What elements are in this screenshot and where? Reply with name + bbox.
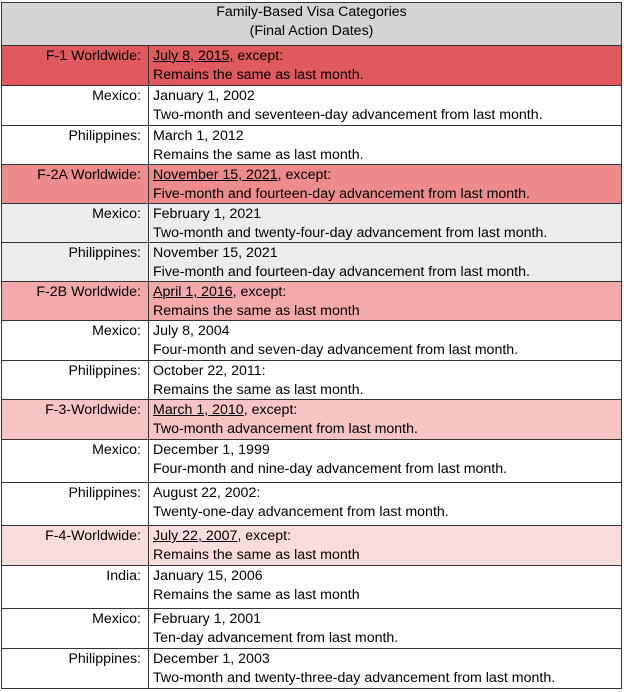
final-action-date: January 15, 2006: [153, 568, 263, 584]
row-label: Mexico:: [2, 204, 149, 243]
row-f4-mexico: [2, 609, 622, 649]
row-info: [149, 165, 622, 204]
row-f4-worldwide: [2, 526, 622, 566]
final-action-date: October 22, 2011:: [153, 363, 266, 379]
advancement-note: Remains the same as last month.: [153, 66, 364, 83]
final-action-date: July 8, 2015,: [153, 48, 234, 64]
row-label: Philippines:: [2, 361, 149, 400]
row-label: F-4-Worldwide:: [2, 526, 149, 566]
advancement-note: Remains the same as last month: [153, 586, 360, 603]
date-suffix: , except:: [243, 402, 298, 418]
final-action-date: November 15, 2021: [153, 167, 278, 183]
row-label: Philippines:: [2, 243, 149, 282]
row-f2b-philippines: [2, 361, 622, 400]
advancement-note: Five-month and fourteen-day advancement from last month.: [153, 263, 530, 280]
final-action-date: March 1, 2012: [153, 128, 244, 144]
row-info: [149, 483, 622, 526]
row-info: [149, 400, 622, 440]
row-info: [149, 204, 622, 243]
advancement-note: Ten-day advancement from last month.: [153, 629, 399, 646]
advancement-note: Two-month and seventeen-day advancement from last month.: [153, 106, 543, 123]
row-label: Mexico:: [2, 609, 149, 649]
row-info: [149, 361, 622, 400]
row-label: Philippines:: [2, 126, 149, 165]
table-header-row: [2, 3, 622, 46]
row-info: [149, 46, 622, 86]
date-suffix: , except:: [232, 284, 287, 300]
advancement-note: Remains the same as last month: [153, 302, 360, 319]
row-f2b-worldwide: [2, 282, 622, 321]
final-action-date: April 1, 2016: [153, 284, 233, 300]
final-action-date: August 22, 2002:: [153, 485, 261, 501]
advancement-note: Two-month advancement from last month.: [153, 420, 418, 437]
final-action-date: February 1, 2001: [153, 611, 262, 627]
row-label: F-2B Worldwide:: [2, 282, 149, 321]
row-info: [149, 321, 622, 361]
advancement-note: Two-month and twenty-three-day advancement from last month.: [153, 669, 556, 686]
title-line-2: (Final Action Dates): [249, 22, 374, 39]
row-label: Mexico:: [2, 321, 149, 361]
advancement-note: Remains the same as last month.: [153, 146, 364, 163]
row-info: [149, 126, 622, 165]
final-action-date: November 15, 2021: [153, 245, 278, 261]
row-f1-philippines: [2, 126, 622, 165]
advancement-note: Four-month and nine-day advancement from last month.: [153, 460, 508, 477]
row-f2b-mexico: [2, 321, 622, 361]
row-label: F-3-Worldwide:: [2, 400, 149, 440]
row-f3-philippines: [2, 483, 622, 526]
title-line-1: Family-Based Visa Categories: [216, 4, 407, 20]
row-f4-philippines: [2, 649, 622, 689]
final-action-date: July 22, 2007: [153, 528, 238, 544]
row-info: [149, 243, 622, 282]
advancement-note: Five-month and fourteen-day advancement from last month.: [153, 185, 530, 202]
advancement-note: Remains the same as last month: [153, 546, 360, 563]
final-action-date: March 1, 2010: [153, 402, 244, 418]
date-suffix: , except:: [237, 528, 292, 544]
row-label: Mexico:: [2, 86, 149, 126]
row-f2a-mexico: [2, 204, 622, 243]
advancement-note: Four-month and seven-day advancement from last month.: [153, 341, 519, 358]
row-f2a-worldwide: [2, 165, 622, 204]
row-label: Philippines:: [2, 483, 149, 526]
advancement-note: Two-month and twenty-four-day advancement from last month.: [153, 224, 548, 241]
row-info: [149, 609, 622, 649]
row-f1-mexico: [2, 86, 622, 126]
row-f3-worldwide: [2, 400, 622, 440]
row-info: [149, 649, 622, 689]
row-info: [149, 566, 622, 609]
visa-categories-table: [1, 2, 622, 689]
final-action-date: July 8, 2004: [153, 323, 230, 339]
date-suffix: , except:: [277, 167, 332, 183]
row-info: [149, 86, 622, 126]
row-label: F-1 Worldwide:: [2, 46, 149, 86]
final-action-date: December 1, 1999: [153, 442, 270, 458]
row-info: [149, 526, 622, 566]
row-f2a-philippines: [2, 243, 622, 282]
row-label: India:: [2, 566, 149, 609]
row-info: [149, 282, 622, 321]
advancement-note: Remains the same as last month.: [153, 381, 364, 398]
row-label: F-2A Worldwide:: [2, 165, 149, 204]
final-action-date: January 1, 2002: [153, 88, 255, 104]
advancement-note: Twenty-one-day advancement from last month.: [153, 503, 449, 520]
final-action-date: December 1, 2003: [153, 651, 270, 667]
table-title: [2, 3, 622, 46]
row-f4-india: [2, 566, 622, 609]
row-f3-mexico: [2, 440, 622, 483]
row-label: Philippines:: [2, 649, 149, 689]
date-suffix: except:: [233, 48, 284, 64]
row-f1-worldwide: [2, 46, 622, 86]
final-action-date: February 1, 2021: [153, 206, 262, 222]
row-info: [149, 440, 622, 483]
row-label: Mexico:: [2, 440, 149, 483]
